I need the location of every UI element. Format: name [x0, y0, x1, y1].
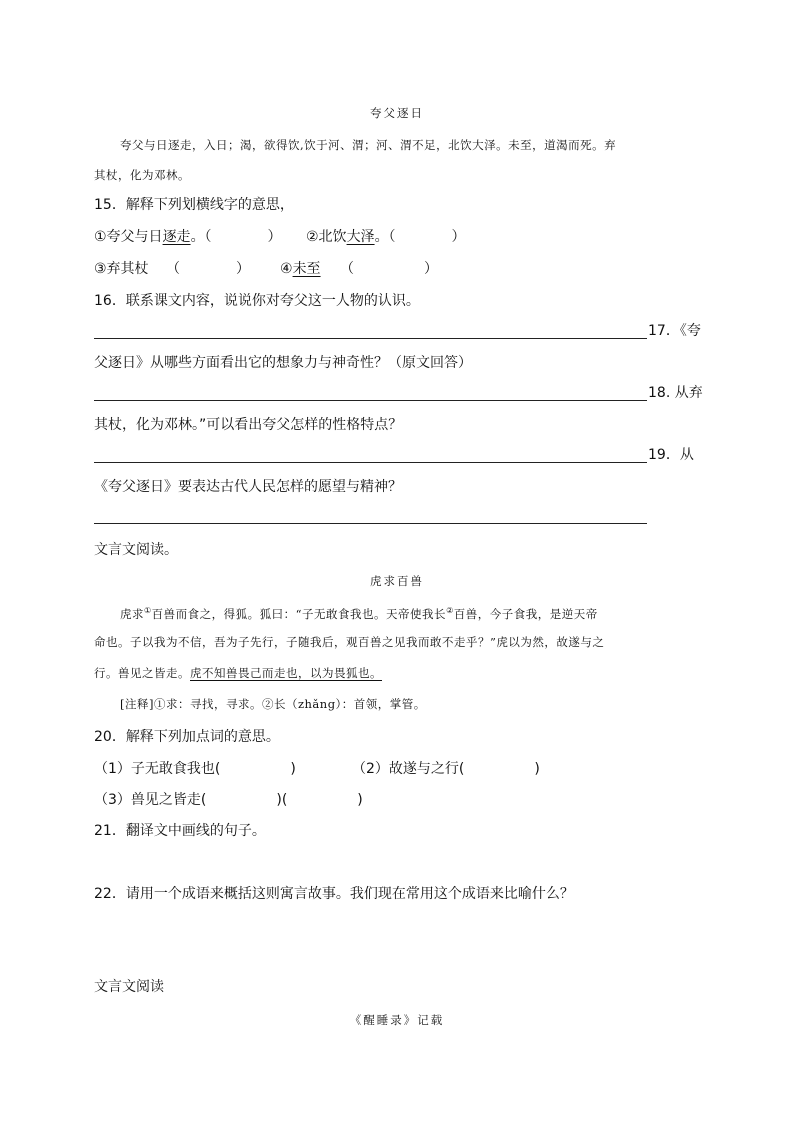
text-segment: 行。兽见之皆走。 [94, 666, 190, 680]
passage-text-line: 夸父与日逐走，入日；渴，欲得饮,饮于河、渭；河、渭不足，北饮大泽。未至，道渴而死。弃 [120, 138, 617, 152]
text-segment: 虎求 [120, 606, 144, 621]
passage-text-line [120, 602, 598, 623]
question-15-item-1 [94, 228, 282, 246]
item-prefix: ④ [280, 261, 293, 277]
passage-text-line [94, 664, 382, 682]
question-19-start: 19．从 [648, 447, 694, 463]
passage-text-line: 其杖，化为邓林。 [94, 168, 190, 182]
annotation-note: [注释]①求：寻找，寻求。②长（zhǎng）：首领，掌管。 [120, 697, 426, 711]
question-16: 16．联系课文内容，说说你对夸父这一人物的认识。 [94, 293, 420, 309]
question-19: 《夸父逐日》要表达古代人民怎样的愿望与精神？ [94, 479, 402, 495]
question-15: 15．解释下列划横线字的意思， [94, 197, 294, 213]
question-21: 21．翻译文中画线的句子。 [94, 823, 266, 839]
question-22: 22．请用一个成语来概括这则寓言故事。我们现在常用这个成语来比喻什么？ [94, 886, 574, 902]
answer-line[interactable] [94, 338, 647, 339]
text-segment: 百兽，今子食我，是逆天帝 [453, 606, 598, 621]
item-prefix: ②北饮 [306, 229, 347, 245]
answer-line[interactable] [94, 523, 647, 524]
item-prefix: ①夸父与日 [94, 229, 163, 245]
question-15-item-4 [280, 260, 321, 278]
answer-blank[interactable]: 。（ ） [190, 229, 282, 245]
question-20: 20．解释下列加点词的意思。 [94, 729, 280, 745]
text-segment: 百兽而食之，得狐。狐曰：“子无敢食我也。天帝使我长 [151, 606, 447, 621]
underlined-word: 大泽 [346, 229, 375, 245]
underlined-word: 逐走 [162, 229, 191, 245]
underlined-word: 未至 [292, 261, 321, 277]
answer-line[interactable] [94, 462, 647, 463]
underlined-sentence: 虎不知兽畏己而走也，以为畏狐也。 [190, 666, 382, 680]
answer-line[interactable] [94, 400, 647, 401]
section-heading: 文言文阅读 [94, 979, 164, 995]
question-18: 其杖，化为邓林。”可以看出夸父怎样的性格特点？ [94, 417, 403, 433]
footnote-marker: ② [446, 606, 454, 615]
passage-title-xingshuilu: 《醒睡录》记载 [349, 1013, 445, 1027]
answer-blank[interactable]: （ ） [166, 261, 250, 277]
question-20-item-2[interactable]: （2）故遂与之行( ) [352, 761, 540, 777]
question-15-item-3: ③弃其杖 [94, 261, 149, 277]
passage-title-tiger: 虎求百兽 [370, 574, 424, 588]
question-17-start: 17．《夸 [648, 323, 701, 339]
footnote-marker: ① [144, 606, 152, 615]
question-15-item-2 [306, 228, 466, 246]
question-20-item-3[interactable]: （3）兽见之皆走( )( ) [94, 792, 363, 808]
section-heading: 文言文阅读。 [94, 542, 178, 558]
answer-blank[interactable]: （ ） [340, 261, 438, 277]
question-18-start: 18. 从弃 [648, 385, 703, 401]
question-17: 父逐日》从哪些方面看出它的想象力与神奇性？（原文回答） [94, 355, 472, 371]
passage-text-line: 命也。子以我为不信，吾为子先行，子随我后，观百兽之见我而敢不走乎？”虎以为然，故遂与之 [94, 635, 605, 649]
answer-blank[interactable]: 。（ ） [374, 229, 466, 245]
passage-title-kuafu: 夸父逐日 [370, 106, 424, 120]
question-20-item-1[interactable]: （1）子无敢食我也( ) [94, 761, 296, 777]
